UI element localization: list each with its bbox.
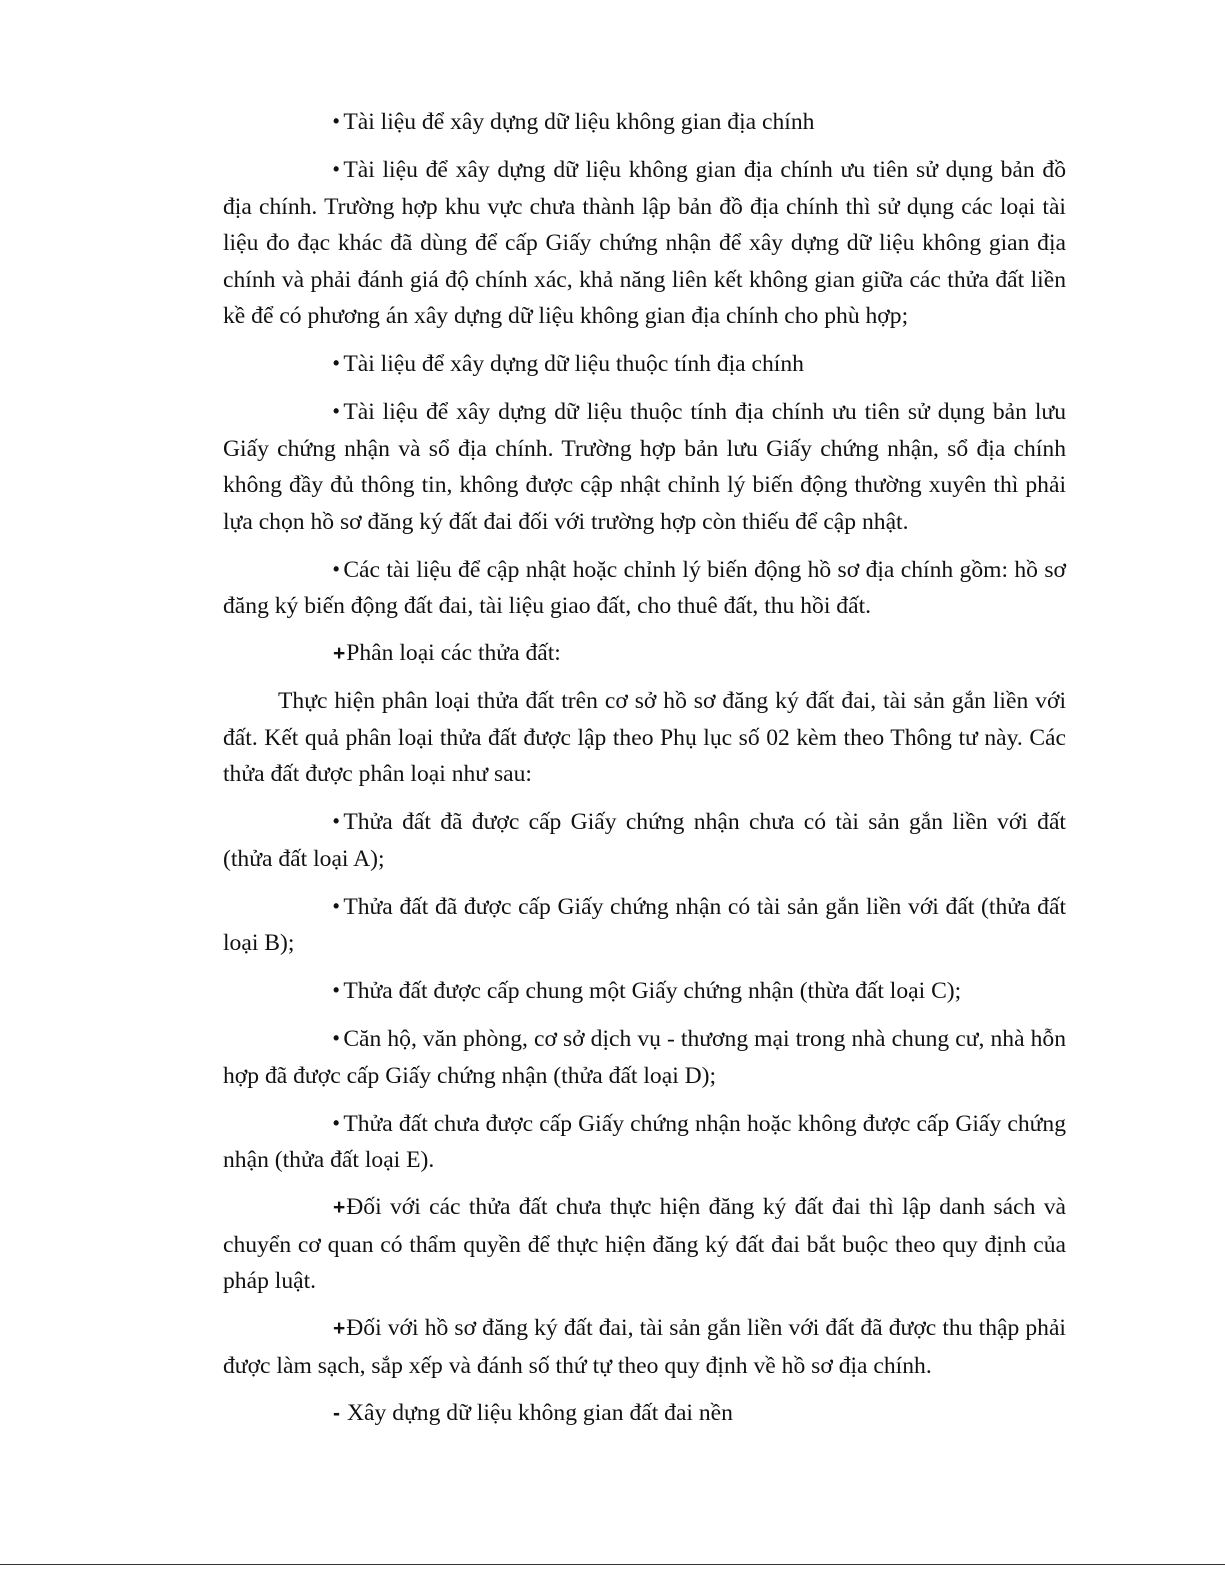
paragraph-plus-classification-heading <box>223 635 1066 673</box>
paragraph-text: Thực hiện phân loại thửa đất trên cơ sở hồ sơ đăng ký đất đai, tài sản gắn liền với đất. Kết quả phân loại thửa đất được lập theo Phụ lục số 02 kèm theo Thông tư này. Các thửa đất được phân loại như sau: <box>223 688 1066 787</box>
bullet-marker: • <box>333 159 340 179</box>
bullet-marker: • <box>333 980 340 1000</box>
paragraph-text: Xây dựng dữ liệu không gian đất đai nền <box>347 1399 733 1426</box>
bullet-marker: • <box>333 558 340 579</box>
plus-marker: + <box>333 1196 346 1219</box>
bullet-marker: • <box>333 1112 340 1133</box>
paragraph-bullet-parcel-type-a <box>223 803 1066 877</box>
bullet-marker: • <box>333 401 340 421</box>
bullet-marker: • <box>333 895 340 916</box>
plus-marker: + <box>333 1317 346 1340</box>
bullet-marker: • <box>333 353 340 373</box>
paragraph-text: Thửa đất chưa được cấp Giấy chứng nhận hoặc không được cấp Giấy chứng nhận (thửa đất loại E). <box>223 1110 1066 1173</box>
bullet-marker: • <box>333 811 340 831</box>
paragraph-text: Tài liệu để xây dựng dữ liệu không gian địa chính <box>343 109 815 135</box>
paragraph-classification-intro <box>223 683 1066 793</box>
page-bottom-divider <box>0 1564 1225 1565</box>
paragraph-plus-collected-records <box>223 1310 1066 1384</box>
paragraph-text: Đối với hồ sơ đăng ký đất đai, tài sản gắn liền với đất đã được thu thập phải được làm sạch, sắp xếp và đánh số thứ tự theo quy định về hồ sơ địa chính. <box>223 1315 1066 1379</box>
paragraph-bullet-parcel-type-d <box>223 1020 1066 1094</box>
paragraph-bullet-parcel-type-b <box>223 888 1066 962</box>
paragraph-bullet-attribute-data-heading <box>223 345 1066 383</box>
paragraph-text: Tài liệu để xây dựng dữ liệu thuộc tính địa chính <box>343 351 804 377</box>
paragraph-dash-base-spatial-data <box>223 1395 1066 1433</box>
bullet-marker: • <box>333 1028 340 1048</box>
dash-marker: - <box>333 1401 340 1425</box>
paragraph-bullet-attribute-data-body <box>223 393 1066 540</box>
paragraph-text: Thửa đất đã được cấp Giấy chứng nhận chưa có tài sản gắn liền với đất (thửa đất loại A); <box>223 809 1066 872</box>
paragraph-text: Thửa đất được cấp chung một Giấy chứng nhận (thừa đất loại C); <box>343 978 962 1004</box>
paragraph-text: Các tài liệu để cập nhật hoặc chỉnh lý biến động hồ sơ địa chính gồm: hồ sơ đăng ký biến động đất đai, tài liệu giao đất, cho thuê đất, thu hồi đất. <box>223 556 1066 619</box>
paragraph-plus-unregistered-parcels <box>223 1189 1066 1300</box>
paragraph-text: Thửa đất đã được cấp Giấy chứng nhận có tài sản gắn liền với đất (thửa đất loại B); <box>223 893 1066 956</box>
paragraph-bullet-parcel-type-c <box>223 972 1066 1010</box>
paragraph-text: Tài liệu để xây dựng dữ liệu thuộc tính địa chính ưu tiên sử dụng bản lưu Giấy chứng nhận và sổ địa chính. Trường hợp bản lưu Giấy chứng nhận, sổ địa chính không đầy đủ thông tin, không được cập nhật chỉnh lý biến động thường xuyên thì phải lựa chọn hồ sơ đăng ký đất đai đối với trường hợp còn thiếu để cập nhật. <box>223 399 1066 535</box>
paragraph-bullet-parcel-type-e <box>223 1105 1066 1179</box>
paragraph-text: Phân loại các thửa đất: <box>346 640 561 666</box>
paragraph-text: Đối với các thửa đất chưa thực hiện đăng ký đất đai thì lập danh sách và chuyển cơ quan có thẩm quyền để thực hiện đăng ký đất đai bắt buộc theo quy định của pháp luật. <box>223 1194 1066 1294</box>
plus-marker: + <box>333 642 346 665</box>
document-page <box>223 103 1066 1443</box>
paragraph-text: Tài liệu để xây dựng dữ liệu không gian địa chính ưu tiên sử dụng bản đồ địa chính. Trường hợp khu vực chưa thành lập bản đồ địa chính thì sử dụng các loại tài liệu đo đạc khác đã dùng để cấp Giấy chứng nhận để xây dựng dữ liệu không gian địa chính và phải đánh giá độ chính xác, khả năng liên kết không gian giữa các thửa đất liền kề để có phương án xây dựng dữ liệu không gian địa chính cho phù hợp; <box>223 157 1066 329</box>
paragraph-bullet-spatial-data-heading <box>223 103 1066 141</box>
bullet-marker: • <box>333 111 340 131</box>
paragraph-bullet-update-documents <box>223 551 1066 625</box>
paragraph-text: Căn hộ, văn phòng, cơ sở dịch vụ - thương mại trong nhà chung cư, nhà hỗn hợp đã được cấp Giấy chứng nhận (thửa đất loại D); <box>223 1026 1066 1089</box>
paragraph-bullet-spatial-data-body <box>223 151 1066 335</box>
